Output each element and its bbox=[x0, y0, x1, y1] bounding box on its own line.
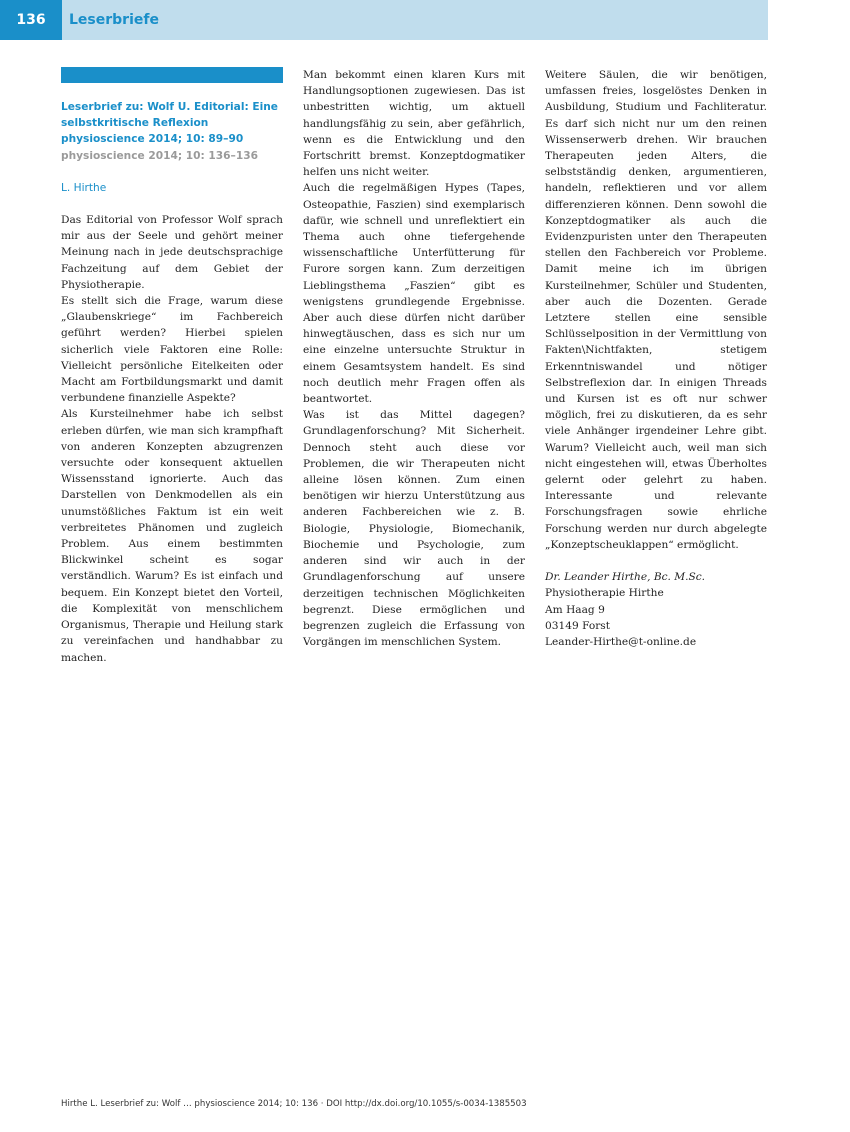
page-number: 136 bbox=[0, 0, 62, 40]
body-paragraph: Das Editorial von Professor Wolf sprach mir aus der Seele und gehört meiner Meinung nach in jede deutschsprachige Fachzeitung auf dem Gebiet der Physiotherapie. bbox=[61, 214, 283, 291]
signature-city: 03149 Forst bbox=[545, 619, 610, 632]
article-author: L. Hirthe bbox=[61, 181, 107, 194]
footer-citation: Hirthe L. Leserbrief zu: Wolf … physioscience 2014; 10: 136 · DOI http://dx.doi.org/10.1055/s-0034-1385503 bbox=[61, 1099, 527, 1109]
body-paragraph: Weitere Säulen, die wir benötigen, umfassen freies, losgelöstes Denken in Ausbildung, Studium und Fachliteratur. Es darf sich nicht nur um den reinen Wissenserwerb drehen. Wir brauchen Therapeuten jeden Alters, die selbstständig denken, argumentieren, handeln, reflektieren und vor allem differenzieren können. Denn sowohl die Konzeptdogmatiker als auch die Evidenzpuristen unter den Therapeuten stellen den Fachbereich vor Probleme. Damit meine ich im übrigen Kursteilnehmer, Schüler und Studenten, aber auch die Dozenten. Gerade Letztere stellen eine sensible Schlüsselposition in der Vermittlung von Fakten\Nichtfakten, stetigem Erkenntniswandel und nötiger Selbstreflexion dar. In einigen Threads und Kursen ist es oft nur schwer möglich, frei zu diskutieren, da es sehr viele Anhänger irgendeiner Lehre gibt. Warum? Vielleicht auch, weil man sich nicht eingestehen will, etwas Überholtes gelernt oder gelehrt zu haben. Interessante und relevante Forschungsfragen sowie ehrliche Forschung werden nur durch abgelegte „Konzeptscheuklappen“ ermöglicht. bbox=[545, 69, 767, 551]
column-1 bbox=[61, 67, 283, 666]
body-paragraph: Was ist das Mittel dagegen? Grundlagenforschung? Mit Sicherheit. Dennoch steht auch diese vor Problemen, die wir Therapeuten nicht alleine lösen können. Zum einen benötigen wir hierzu Unterstützung aus anderen Fachbereichen wie z. B. Biologie, Physiologie, Biomechanik, Biochemie und Psychologie, zum anderen sind wir auch in der Grundlagenforschung auf unsere derzeitigen technischen Möglichkeiten begrenzt. Diese ermöglichen und begrenzen zugleich die Erfassung von Vorgängen im menschlichen System. bbox=[303, 409, 525, 649]
body-paragraph: Man bekommt einen klaren Kurs mit Handlungsoptionen zugewiesen. Das ist unbestritten wichtig, um aktuell handlungsfähig zu sein, aber gefährlich, wenn es die Entwicklung und den Fortschritt bremst. Konzeptdogmatiker helfen uns nicht weiter. bbox=[303, 69, 525, 179]
column-2 bbox=[303, 67, 525, 650]
body-paragraph: Als Kursteilnehmer habe ich selbst erleben dürfen, wie man sich krampfhaft von anderen Konzepten abzugrenzen versuchte oder konsequent aktuellen Wissensstand ignorierte. Auch das Darstellen von Denkmodellen als ein unumstößliches Faktum ist ein weit verbreitetes Phänomen und zugleich Problem. Aus einem bestimmten Blickwinkel scheint es sogar verständlich. Warum? Es ist einfach und bequem. Ein Konzept bietet den Vorteil, die Komplexität von menschlichem Organismus, Therapie und Heilung stark zu vereinfachen und handhabbar zu machen. bbox=[61, 408, 283, 664]
signature-name: Dr. Leander Hirthe, Bc. M.Sc. bbox=[545, 571, 706, 584]
article-reference: physioscience 2014; 10: 136–136 bbox=[61, 149, 258, 162]
column-3 bbox=[545, 67, 767, 650]
section-title: Leserbriefe bbox=[69, 12, 159, 28]
body-paragraph: Auch die regelmäßigen Hypes (Tapes, Osteopathie, Faszien) sind exemplarisch dafür, wie schnell und unreflektiert ein Thema auch ohne tiefergehende wissenschaftliche Unterfütterung für Furore sorgen kann. Zum derzeitigen Lieblingsthema „Faszien“ gibt es wenigstens grundlegende Ergebnisse. Aber auch diese dürfen nicht darüber hinwegtäuschen, dass es sich nur um eine einzelne untersuchte Struktur in einem Gesamtsystem handelt. Es sind noch deutlich mehr Fragen offen als beantwortet. bbox=[303, 182, 525, 406]
body-paragraph: Es stellt sich die Frage, warum diese „Glaubenskriege“ im Fachbereich geführt werden? Hierbei spielen sicherlich viele Faktoren eine Rolle: Vielleicht persönliche Eitelkeiten oder Macht am Fortbildungsmarkt und damit verbundene finanzielle Aspekte? bbox=[61, 295, 283, 405]
signature-street: Am Haag 9 bbox=[545, 603, 605, 616]
article-rule bbox=[61, 67, 283, 83]
article-title: Leserbrief zu: Wolf U. Editorial: Eine selbstkritische Reflexion physioscience 2014; 10: 89–90 bbox=[61, 101, 278, 146]
signature-email[interactable]: Leander-Hirthe@t-online.de bbox=[545, 635, 697, 648]
signature-practice: Physiotherapie Hirthe bbox=[545, 587, 664, 600]
